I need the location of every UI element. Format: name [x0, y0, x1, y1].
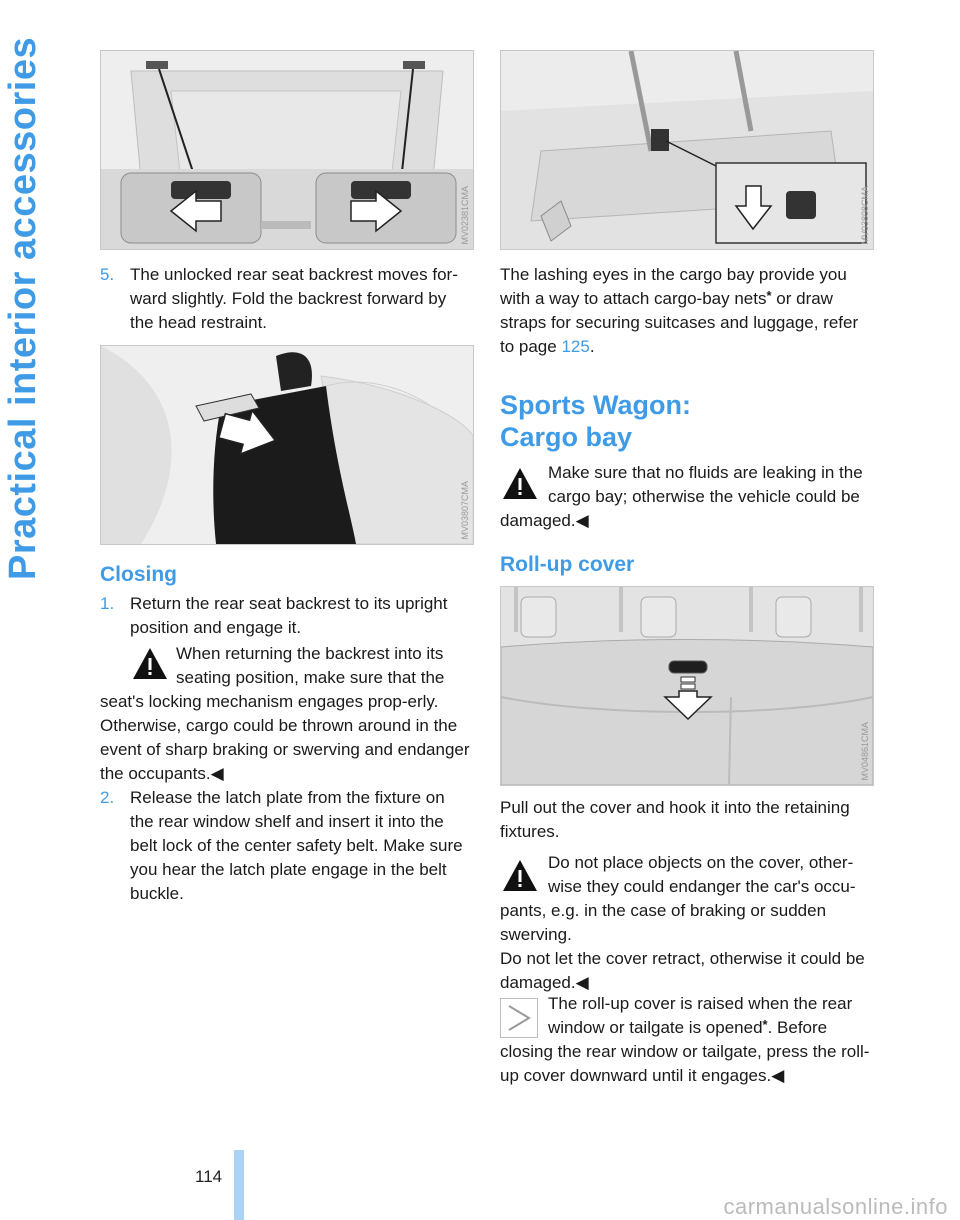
- heading-line-1: Sports Wagon:: [500, 390, 691, 420]
- note-text-first: [548, 992, 874, 1040]
- lashing-text-end: .: [589, 337, 595, 356]
- figure-code: MV03807CMA: [460, 481, 470, 540]
- note-icon: [500, 998, 538, 1038]
- step-1: [100, 592, 472, 640]
- lashing-text: The lashing eyes in the cargo bay provide you with a way to attach cargo-bay nets: [500, 265, 847, 308]
- rollup-instruction: Pull out the cover and hook it into the retaining fixtures.: [500, 798, 850, 841]
- warning-text-first: Do not place objects on the cover, other-wise they could endanger the car's occu-: [548, 853, 856, 896]
- step-number: 5.: [100, 265, 115, 284]
- step-number: 1.: [100, 594, 115, 613]
- note-text-cont: . Before: [767, 1018, 828, 1037]
- figure-belt-latch: [500, 50, 874, 250]
- step-text: Release the latch plate from the fixture on the rear window shelf and insert it into the belt lock of the center safety belt. Make sure you hear the latch plate engage in the belt buckle.: [130, 788, 463, 903]
- lashing-text-cont: or draw straps for securing suitcases and luggage, refer to page: [500, 289, 859, 356]
- step-2: [100, 786, 472, 906]
- figure-rollup-cover: [500, 586, 874, 786]
- figure-code: MV03808CMA: [860, 186, 870, 245]
- rollup-cover-illustration: [501, 587, 873, 785]
- optional-equipment-star: *: [762, 1017, 768, 1032]
- figure-code: MV04861CMA: [860, 722, 870, 781]
- step-5: [100, 263, 472, 335]
- warning-text-rest: damaged.◀: [500, 511, 589, 530]
- belt-latch-illustration: [501, 51, 873, 249]
- page-number: 114: [195, 1167, 223, 1186]
- warning-text-rest: pants, e.g. in the case of braking or sudden swerving.: [500, 901, 827, 944]
- seat-release-illustration: [101, 51, 473, 249]
- section-heading-closing: Closing: [100, 563, 177, 586]
- heading-line-2: Cargo bay: [500, 422, 633, 452]
- warning-icon: [500, 464, 540, 504]
- figure-seat-release-levers: [100, 50, 474, 250]
- step-number: 2.: [100, 788, 115, 807]
- warning-text-extra: Do not let the cover retract, otherwise it could be damaged.◀: [500, 949, 865, 992]
- warning-icon: [500, 856, 540, 896]
- chapter-title-text: Practical interior accessories: [2, 36, 44, 580]
- watermark: carmanualsonline.info: [723, 1194, 948, 1219]
- step-text: Return the rear seat backrest to its upright position and engage it.: [130, 594, 448, 637]
- section-heading-sports-wagon: [500, 389, 691, 453]
- warning-text-rest: seat's locking mechanism engages prop-erly. Otherwise, cargo could be thrown around in the event of sharp braking or swerving and endanger the occupants.◀: [100, 692, 470, 783]
- page-number-bar: [234, 1150, 244, 1220]
- note-text-rest: closing the rear window or tailgate, press the roll-up cover downward until it engages.◀: [500, 1042, 870, 1085]
- section-heading-rollup-cover: Roll-up cover: [500, 553, 635, 576]
- backrest-illustration: [101, 346, 473, 544]
- note-text: The roll-up cover is raised when the rear window or tailgate is opened: [548, 994, 853, 1037]
- lashing-eyes-paragraph: [500, 263, 872, 359]
- step-text: The unlocked rear seat backrest moves for-ward slightly. Fold the backrest forward by the head restraint.: [130, 265, 458, 332]
- chapter-side-title: [0, 0, 60, 1220]
- warning-text-first: When returning the backrest into its seating position, make sure that the: [176, 644, 445, 687]
- page-reference-link[interactable]: 125: [561, 337, 590, 356]
- warning-icon: [130, 644, 170, 684]
- optional-equipment-star: *: [766, 288, 772, 303]
- figure-code: MV02381CMA: [460, 186, 470, 245]
- warning-text-first: Make sure that no fluids are leaking in the cargo bay; otherwise the vehicle could be: [548, 463, 863, 506]
- figure-folding-backrest: [100, 345, 474, 545]
